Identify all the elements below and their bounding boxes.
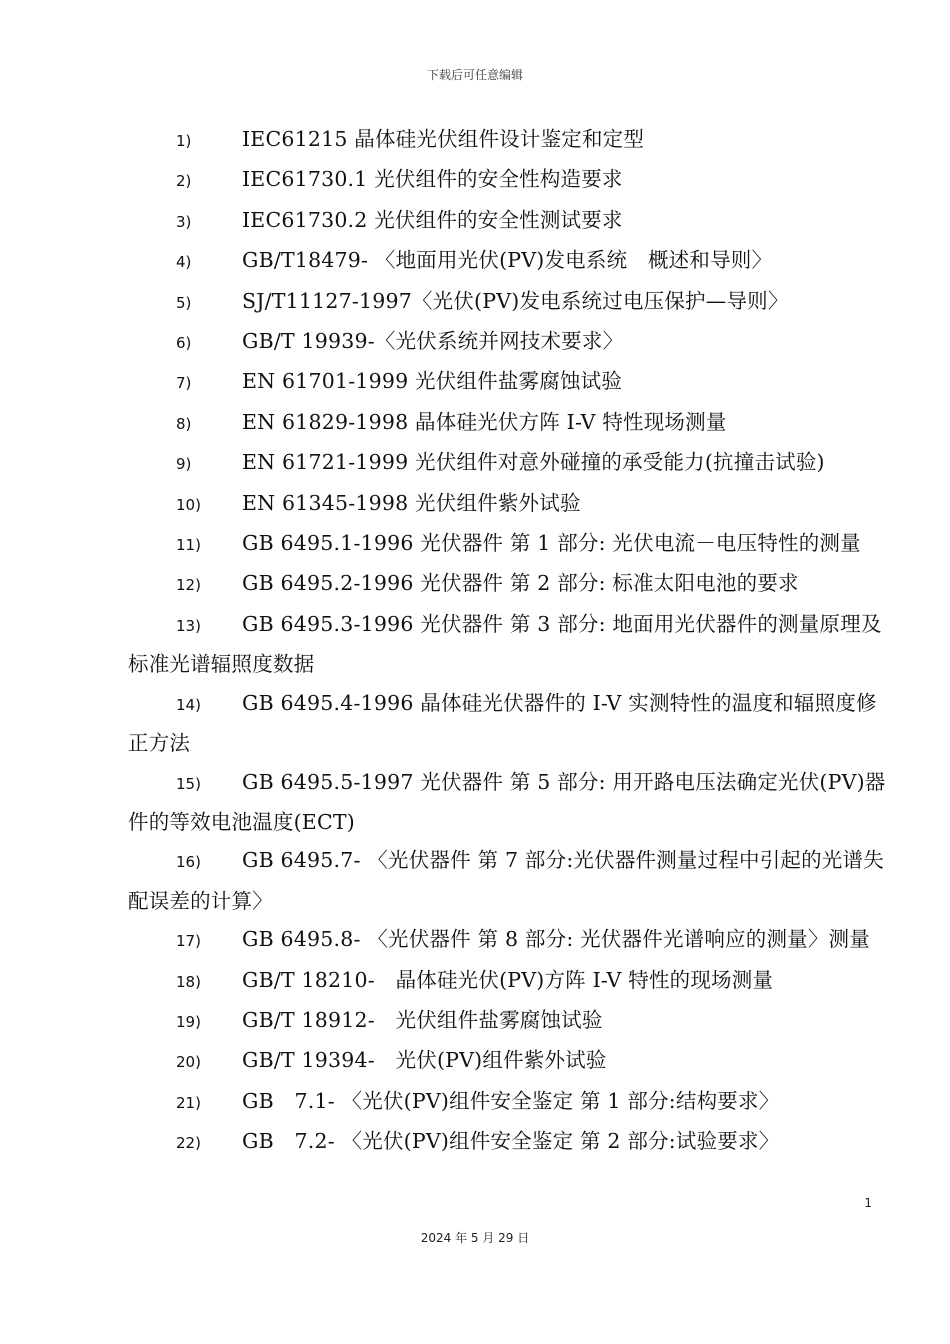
list-item bbox=[128, 564, 890, 604]
list-item bbox=[128, 443, 890, 483]
list-item-number: 9) bbox=[176, 455, 192, 474]
list-item-text: IEC61215 晶体硅光伏组件设计鉴定和定型 bbox=[242, 127, 645, 151]
list-item-text: EN 61701-1999 光伏组件盐雾腐蚀试验 bbox=[242, 369, 623, 394]
list-item-text: GB/T 19394- 光伏(PV)组件紫外试验 bbox=[242, 1048, 607, 1073]
list-item-text: GB 6495.8- 〈光伏器件 第 8 部分: 光伏器件光谱响应的测量〉测量 bbox=[242, 927, 870, 952]
list-item-number: 17) bbox=[176, 932, 201, 951]
list-item-number: 19) bbox=[176, 1012, 201, 1031]
list-item-text: GB 6495.4-1996 晶体硅光伏器件的 I-V 实测特性的温度和辐照度修正方法 bbox=[128, 690, 877, 756]
list-item bbox=[128, 484, 890, 524]
list-item bbox=[128, 282, 890, 322]
list-item bbox=[128, 201, 890, 241]
list-item-text: GB 7.1- 〈光伏(PV)组件安全鉴定 第 1 部分:结构要求〉 bbox=[242, 1088, 780, 1113]
list-item-number: 7) bbox=[176, 374, 192, 393]
list-item bbox=[128, 841, 890, 920]
list-item bbox=[128, 1082, 890, 1122]
list-item bbox=[128, 362, 890, 402]
list-item-text: EN 61829-1998 晶体硅光伏方阵 I-V 特性现场测量 bbox=[242, 409, 727, 434]
list-item-number: 1) bbox=[176, 132, 192, 150]
list-item bbox=[128, 1001, 890, 1041]
list-item bbox=[128, 605, 890, 684]
list-item bbox=[128, 1041, 890, 1081]
list-item bbox=[128, 241, 890, 281]
list-item bbox=[128, 763, 890, 842]
list-item bbox=[128, 120, 890, 160]
footer-date: 2024 年 5 月 29 日 bbox=[420, 1231, 530, 1245]
list-item-number: 11) bbox=[176, 536, 201, 555]
list-item-number: 20) bbox=[176, 1053, 201, 1072]
list-item-number: 2) bbox=[176, 172, 192, 191]
list-item-number: 12) bbox=[176, 576, 201, 595]
list-item bbox=[128, 160, 890, 200]
list-item-number: 4) bbox=[176, 253, 192, 272]
list-item bbox=[128, 1122, 890, 1162]
list-item bbox=[128, 920, 890, 960]
list-item-text: GB/T 18912- 光伏组件盐雾腐蚀试验 bbox=[242, 1007, 603, 1032]
list-item bbox=[128, 403, 890, 443]
page-number: 1 bbox=[864, 1196, 872, 1210]
list-item-number: 15) bbox=[176, 774, 201, 793]
standards-reference-list bbox=[128, 120, 890, 1163]
list-item-number: 13) bbox=[176, 616, 201, 635]
list-item-number: 16) bbox=[176, 853, 201, 872]
list-item-text: GB 6495.5-1997 光伏器件 第 5 部分: 用开路电压法确定光伏(PV)器件的等效电池温度(ECT) bbox=[128, 769, 886, 834]
list-item-text: EN 61721-1999 光伏组件对意外碰撞的承受能力(抗撞击试验) bbox=[242, 450, 825, 475]
list-item-text: GB 6495.2-1996 光伏器件 第 2 部分: 标准太阳电池的要求 bbox=[242, 571, 799, 596]
list-item-text: GB 6495.7- 〈光伏器件 第 7 部分:光伏器件测量过程中引起的光谱失配误差的计算〉 bbox=[128, 848, 884, 913]
list-item-text: GB 7.2- 〈光伏(PV)组件安全鉴定 第 2 部分:试验要求〉 bbox=[242, 1129, 780, 1154]
list-item-number: 22) bbox=[176, 1134, 201, 1153]
list-item-number: 10) bbox=[176, 495, 201, 514]
header-note: 下载后可任意编辑 bbox=[426, 68, 523, 82]
list-item-text: GB/T 18210- 晶体硅光伏(PV)方阵 I-V 特性的现场测量 bbox=[242, 967, 774, 992]
list-item-number: 8) bbox=[176, 414, 192, 433]
list-item-number: 18) bbox=[176, 972, 201, 991]
list-item-text: SJ/T11127-1997〈光伏(PV)发电系统过电压保护—导则〉 bbox=[242, 288, 789, 313]
list-item-text: IEC61730.1 光伏组件的安全性构造要求 bbox=[242, 167, 623, 192]
list-item-text: GB 6495.3-1996 光伏器件 第 3 部分: 地面用光伏器件的测量原理及标准光谱辐照度数据 bbox=[128, 611, 882, 677]
list-item-number: 3) bbox=[176, 212, 192, 231]
list-item-text: GB 6495.1-1996 光伏器件 第 1 部分: 光伏电流－电压特性的测量 bbox=[242, 531, 861, 556]
list-item-number: 6) bbox=[176, 334, 192, 353]
list-item bbox=[128, 322, 890, 362]
list-item bbox=[128, 684, 890, 763]
list-item-text: EN 61345-1998 光伏组件紫外试验 bbox=[242, 490, 581, 515]
list-item-text: GB/T 19939-〈光伏系统并网技术要求〉 bbox=[242, 329, 624, 354]
list-item bbox=[128, 524, 890, 564]
list-item-text: IEC61730.2 光伏组件的安全性测试要求 bbox=[242, 207, 623, 232]
list-item bbox=[128, 961, 890, 1001]
list-item-number: 5) bbox=[176, 293, 192, 312]
list-item-text: GB/T18479- 〈地面用光伏(PV)发电系统 概述和导则〉 bbox=[242, 248, 773, 273]
list-item-number: 14) bbox=[176, 695, 201, 714]
list-item-number: 21) bbox=[176, 1093, 201, 1112]
